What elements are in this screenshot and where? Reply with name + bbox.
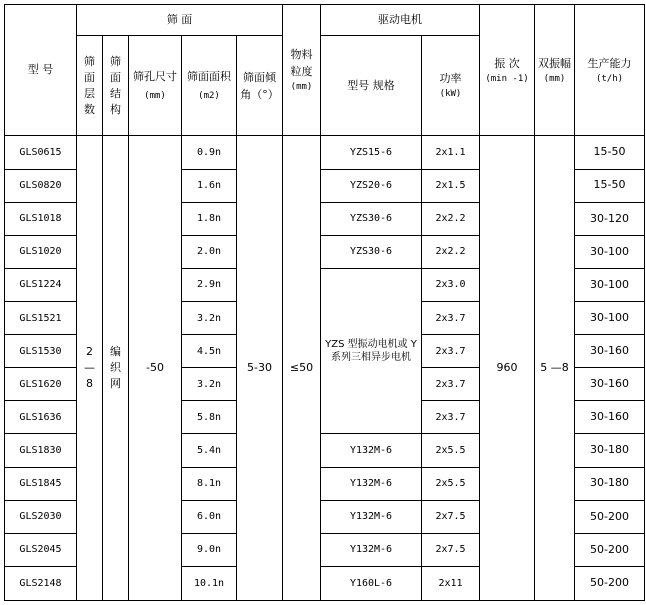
header-angle-label: 筛面倾角（°） bbox=[240, 70, 279, 101]
model-cell: GLS1620 bbox=[5, 368, 77, 401]
motor-cell: YZS30-6 bbox=[321, 235, 422, 268]
power-cell: 2x3.7 bbox=[422, 301, 480, 334]
power-cell: 2x1.5 bbox=[422, 169, 480, 202]
model-cell: GLS2148 bbox=[5, 566, 77, 600]
model-cell: GLS0615 bbox=[5, 136, 77, 169]
power-cell: 2x3.7 bbox=[422, 335, 480, 368]
header-screen-structure bbox=[103, 36, 129, 136]
model-cell: GLS1845 bbox=[5, 467, 77, 500]
area-cell: 5.4n bbox=[182, 434, 237, 467]
capacity-cell: 30-100 bbox=[575, 301, 645, 334]
header-capacity-unit: (t/h) bbox=[595, 73, 624, 84]
header-angle bbox=[237, 36, 283, 136]
header-screen-layers bbox=[77, 36, 103, 136]
header-area bbox=[182, 36, 237, 136]
capacity-cell: 15-50 bbox=[575, 169, 645, 202]
model-cell: GLS1636 bbox=[5, 401, 77, 434]
header-capacity-label: 生产能力 bbox=[587, 56, 632, 70]
area-cell: 1.6n bbox=[182, 169, 237, 202]
header-screen-layers-label: 筛面层数 bbox=[84, 54, 95, 116]
model-cell: GLS1830 bbox=[5, 434, 77, 467]
motor-cell: YZS30-6 bbox=[321, 202, 422, 235]
shared-layers: 2—8 bbox=[84, 345, 95, 391]
header-capacity bbox=[575, 5, 645, 136]
model-cell: GLS1018 bbox=[5, 202, 77, 235]
header-granularity-unit: (mm) bbox=[290, 82, 313, 93]
shared-motor-group: YZS 型振动电机或 Y 系列三相异步电机 bbox=[321, 268, 422, 434]
capacity-cell: 50-200 bbox=[575, 500, 645, 533]
model-cell: GLS1530 bbox=[5, 335, 77, 368]
area-cell: 1.8n bbox=[182, 202, 237, 235]
area-cell: 5.8n bbox=[182, 401, 237, 434]
model-cell: GLS1521 bbox=[5, 301, 77, 334]
power-cell: 2x2.2 bbox=[422, 235, 480, 268]
capacity-cell: 15-50 bbox=[575, 136, 645, 169]
header-aperture-unit: (mm) bbox=[144, 91, 166, 102]
model-cell: GLS1224 bbox=[5, 268, 77, 301]
header-motor-spec: 型号 规格 bbox=[321, 36, 422, 136]
motor-cell: Y132M-6 bbox=[321, 434, 422, 467]
area-cell: 6.0n bbox=[182, 500, 237, 533]
area-cell: 4.5n bbox=[182, 335, 237, 368]
capacity-cell: 30-120 bbox=[575, 202, 645, 235]
header-area-unit: (m2) bbox=[198, 91, 220, 102]
model-cell: GLS0820 bbox=[5, 169, 77, 202]
header-granularity bbox=[283, 5, 321, 136]
power-cell: 2x11 bbox=[422, 566, 480, 600]
shared-layers-cell bbox=[77, 136, 103, 601]
shared-aperture: -50 bbox=[129, 136, 182, 601]
header-vibration-unit: (min -1) bbox=[485, 73, 529, 84]
area-cell: 3.2n bbox=[182, 301, 237, 334]
power-cell: 2x7.5 bbox=[422, 533, 480, 566]
model-cell: GLS1020 bbox=[5, 235, 77, 268]
power-cell: 2x5.5 bbox=[422, 467, 480, 500]
shared-angle: 5-30 bbox=[237, 136, 283, 601]
shared-amplitude: 5 —8 bbox=[535, 136, 575, 601]
screen-spec-table bbox=[4, 4, 645, 601]
capacity-cell: 30-100 bbox=[575, 268, 645, 301]
motor-cell: Y132M-6 bbox=[321, 500, 422, 533]
capacity-cell: 30-160 bbox=[575, 401, 645, 434]
power-cell: 2x3.0 bbox=[422, 268, 480, 301]
model-cell: GLS2045 bbox=[5, 533, 77, 566]
power-cell: 2x3.7 bbox=[422, 368, 480, 401]
motor-cell: Y132M-6 bbox=[321, 533, 422, 566]
capacity-cell: 30-160 bbox=[575, 335, 645, 368]
power-cell: 2x1.1 bbox=[422, 136, 480, 169]
table-row bbox=[5, 136, 645, 169]
header-amplitude-label: 双振幅 bbox=[538, 56, 572, 70]
header-power bbox=[422, 36, 480, 136]
motor-cell: YZS20-6 bbox=[321, 169, 422, 202]
shared-vibration: 960 bbox=[480, 136, 535, 601]
capacity-cell: 50-200 bbox=[575, 566, 645, 600]
area-cell: 8.1n bbox=[182, 467, 237, 500]
model-cell: GLS2030 bbox=[5, 500, 77, 533]
area-cell: 0.9n bbox=[182, 136, 237, 169]
header-area-label: 筛面面积 bbox=[187, 70, 231, 84]
power-cell: 2x7.5 bbox=[422, 500, 480, 533]
header-aperture-label: 筛孔尺寸 bbox=[133, 70, 177, 84]
capacity-cell: 30-160 bbox=[575, 368, 645, 401]
header-power-label: 功率 bbox=[439, 72, 462, 86]
motor-cell: Y160L-6 bbox=[321, 566, 422, 600]
area-cell: 2.9n bbox=[182, 268, 237, 301]
header-screen-structure-label: 筛面结构 bbox=[110, 54, 121, 116]
area-cell: 3.2n bbox=[182, 368, 237, 401]
header-row-1 bbox=[5, 5, 645, 36]
header-vibration bbox=[480, 5, 535, 136]
header-screen: 筛 面 bbox=[77, 5, 283, 36]
motor-cell: YZS15-6 bbox=[321, 136, 422, 169]
capacity-cell: 30-180 bbox=[575, 434, 645, 467]
power-cell: 2x5.5 bbox=[422, 434, 480, 467]
header-amplitude-unit: (mm) bbox=[543, 73, 566, 84]
header-vibration-label: 振 次 bbox=[494, 56, 520, 70]
header-aperture bbox=[129, 36, 182, 136]
shared-structure: 编织网 bbox=[110, 345, 121, 391]
capacity-cell: 30-180 bbox=[575, 467, 645, 500]
capacity-cell: 50-200 bbox=[575, 533, 645, 566]
area-cell: 10.1n bbox=[182, 566, 237, 600]
area-cell: 2.0n bbox=[182, 235, 237, 268]
header-power-unit: (kW) bbox=[439, 89, 462, 100]
header-granularity-label: 物料粒度 bbox=[290, 48, 313, 79]
header-model: 型 号 bbox=[5, 5, 77, 136]
capacity-cell: 30-100 bbox=[575, 235, 645, 268]
motor-cell: Y132M-6 bbox=[321, 467, 422, 500]
shared-granularity: ≤50 bbox=[283, 136, 321, 601]
header-motor: 驱动电机 bbox=[321, 5, 480, 36]
header-amplitude bbox=[535, 5, 575, 136]
shared-structure-cell bbox=[103, 136, 129, 601]
area-cell: 9.0n bbox=[182, 533, 237, 566]
power-cell: 2x3.7 bbox=[422, 401, 480, 434]
power-cell: 2x2.2 bbox=[422, 202, 480, 235]
